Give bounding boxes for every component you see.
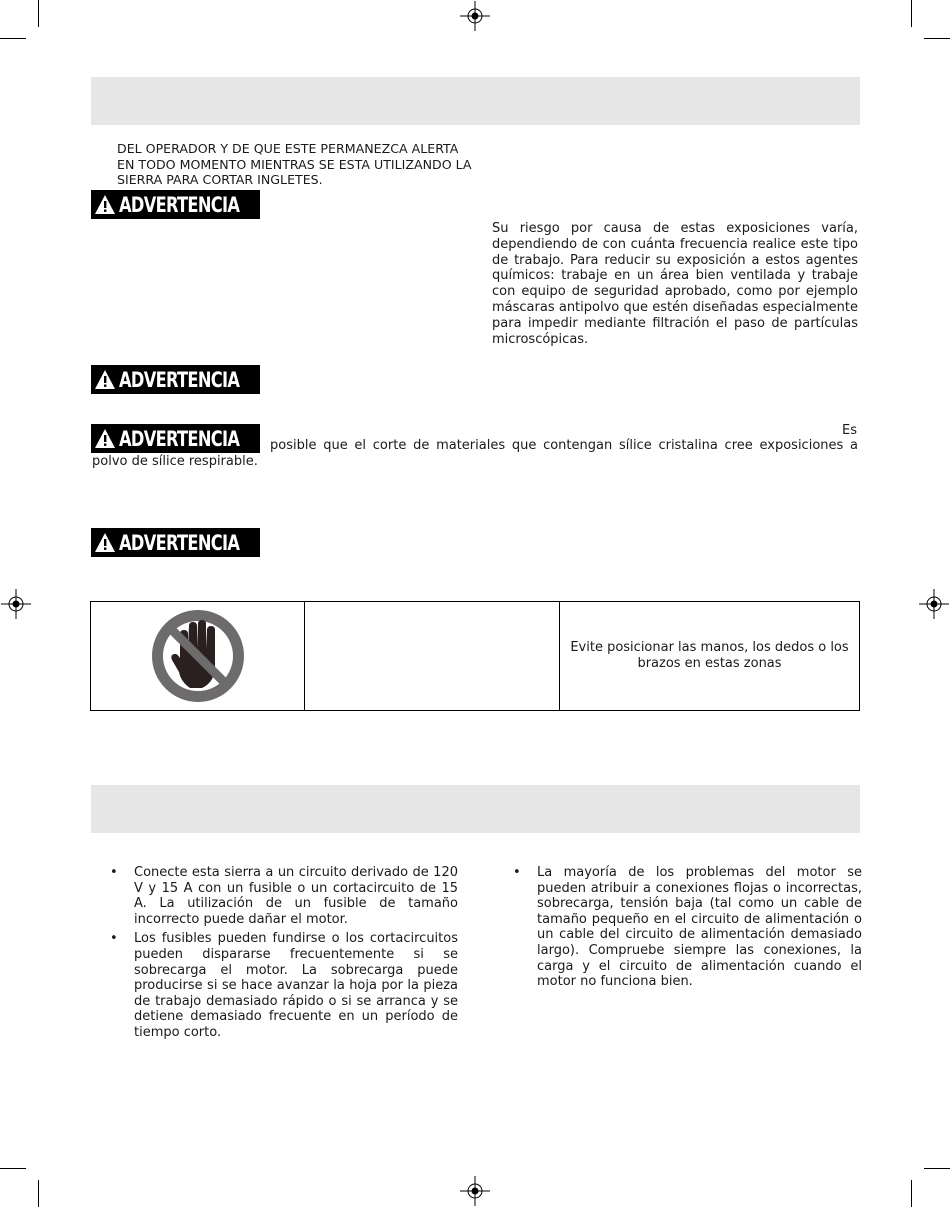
section-header-band: [91, 77, 860, 125]
warning-label: ADVERTENCIA: [119, 426, 240, 451]
warning-badge: [91, 528, 260, 557]
crop-mark: [38, 0, 39, 27]
crop-mark: [924, 1168, 950, 1169]
list-item-text: La mayoría de los problemas del motor se pueden atribuir a conexiones flojas o incorrectas, sobrecarga, tensión baja (tal como un cable de tamaño pequeño en el circuito de alimentación o un cable del circuito de alimentación demasiado largo). Compruebe siempre las conexiones, la carga y el circuito de alimentación cuando el motor no funciona bien.: [537, 865, 862, 990]
crop-mark: [924, 38, 950, 39]
crop-mark: [38, 1180, 39, 1207]
registration-mark-icon: [919, 589, 949, 619]
warning-triangle-icon: [94, 532, 116, 554]
hazard-middle-cell: [305, 602, 560, 711]
crop-mark: [0, 1168, 26, 1169]
warning-label: ADVERTENCIA: [119, 367, 240, 392]
hazard-icon-cell: [91, 602, 305, 711]
bullet: •: [110, 931, 118, 947]
list-item: [108, 931, 458, 1040]
section-header-band: [91, 785, 860, 833]
warning-badge: [91, 190, 260, 219]
chemical-exposure-paragraph: Su riesgo por causa de estas exposiciones varía, dependiendo de con cuánta frecuencia realice este tipo de trabajo. Para reducir su exposición a estos agentes químicos: trabaje en un área bien ventilada y trabaje con equipo de seguridad aprobado, como por ejemplo máscaras antipolvo que estén diseñadas especialmente para impedir mediante filtración el paso de partículas microscópicas.: [492, 221, 858, 347]
hazard-zone-table: [90, 601, 860, 711]
electrical-left-column: [108, 865, 458, 1045]
electrical-right-column: [511, 865, 862, 994]
list-item-text: Los fusibles pueden fundirse o los cortacircuitos pueden dispararse frecuentemente si se sobrecarga el motor. La sobrecarga puede producirse si se hace avanzar la hoja por la pieza de trabajo demasiado rápido o si se arranca y se detiene demasiado frecuente en un período de tiempo corto.: [134, 931, 458, 1040]
warning-badge: [91, 424, 260, 453]
registration-mark-icon: [460, 1, 490, 31]
crop-mark: [911, 1180, 912, 1207]
continued-safety-text: DEL OPERADOR Y DE QUE ESTE PERMANEZCA ALERTA EN TODO MOMENTO MIENTRAS SE ESTA UTILIZANDO LA SIERRA PARA CORTAR INGLETES.: [117, 141, 472, 188]
bullet: •: [110, 865, 118, 880]
silica-warning-text: posible que el corte de materiales que contengan sílice cristalina cree exposiciones a: [270, 438, 858, 453]
warning-triangle-icon: [94, 369, 116, 391]
silica-warning-text: polvo de sílice respirable.: [92, 454, 258, 469]
warning-label: ADVERTENCIA: [119, 192, 240, 217]
warning-triangle-icon: [94, 428, 116, 450]
list-item-text: Conecte esta sierra a un circuito derivado de 120 V y 15 A con un fusible o un cortacircuito de 15 A. La utilización de un fusible de tamaño incorrecto puede dañar el motor.: [134, 865, 458, 927]
registration-mark-icon: [1, 589, 31, 619]
hazard-instruction-text: Evite posicionar las manos, los dedos o los brazos en estas zonas: [570, 640, 849, 671]
warning-label: ADVERTENCIA: [119, 530, 240, 555]
crop-mark: [911, 0, 912, 27]
list-item: [511, 865, 862, 990]
registration-mark-icon: [460, 1176, 490, 1206]
bullet: •: [513, 865, 521, 880]
warning-badge: [91, 365, 260, 394]
silica-warning-text: Es: [842, 423, 857, 438]
hazard-instruction-cell: [560, 602, 860, 711]
crop-mark: [0, 38, 26, 39]
no-hand-icon: [150, 608, 246, 704]
list-item: [108, 865, 458, 927]
warning-triangle-icon: [94, 194, 116, 216]
